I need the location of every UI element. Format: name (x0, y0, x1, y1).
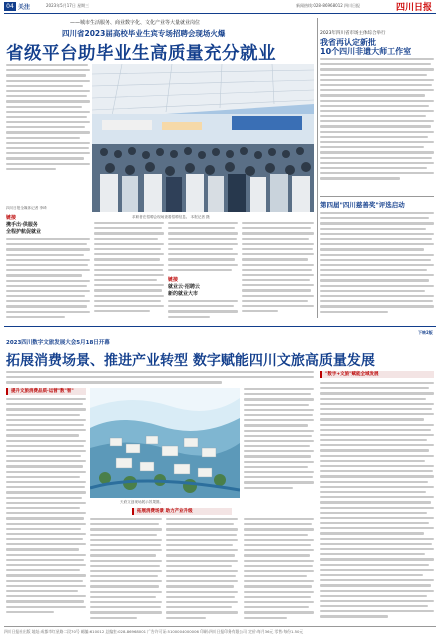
story2-col1-text (6, 398, 86, 616)
side2-text (320, 212, 434, 316)
story2-right-text (320, 382, 434, 621)
story1-sub1-title: 携手出·供服务 (6, 222, 38, 228)
story2-lead-text (6, 371, 314, 387)
story2-bar3: 拓展消费场景 助力产业升级 (132, 508, 232, 515)
story1-col4-text (242, 222, 314, 315)
story1-headline: 省级平台助毕业生高质量充分就业 (6, 44, 276, 64)
story1-sub1-label: 链接 (6, 215, 17, 221)
masthead-divider (4, 13, 436, 14)
cultural-park-illustration (90, 388, 240, 498)
cultural-park-caption: 天府文创现场展示效果图。 (120, 500, 164, 504)
story1-kicker-text: ——城市生活服务、商业数字化、文化产业等大量就业岗位 (70, 20, 201, 26)
cultural-park-photo (90, 388, 240, 498)
story2-kicker: 2023四川数字文旅发展大会5月18日开幕 (6, 340, 110, 346)
story2-headline: 拓展消费场景、推进产业转型 数字赋能四川文旅高质量发展 (6, 353, 375, 369)
story1-subheadline: 四川省2023届高校毕业生宾专场招聘会现场火爆 (62, 29, 226, 38)
contact-line: 新闻热线:028-86968012 四川日报 (296, 3, 361, 8)
side2-title: 第四届"四川慈善奖"评选启动 (320, 201, 405, 209)
side1-text (320, 58, 434, 183)
story1-col3b-text (168, 300, 238, 321)
story1-sub1-subtitle: 全程护航促就业 (6, 229, 42, 235)
page-number: 04 (4, 2, 16, 11)
story1-kicker (70, 19, 200, 26)
side1-title-line1: 我省再认定新批 (320, 38, 376, 47)
newspaper-logo: 四川日报 (396, 3, 433, 13)
story1-col2-text (94, 222, 164, 315)
side-separator (320, 196, 434, 197)
continued-link[interactable]: 下转2版 (418, 330, 433, 335)
story1-col3-text (168, 222, 238, 274)
page-footer: 四川日报社出版 地址:成都市红星路二段70号 邮编:610012 总编室:028-86968001 广告许可证:5100004000006 印刷:四川日报印务有限公司 定价:每月36元 零售:每份1.50元 (4, 626, 436, 635)
story1-sub2-label: 链接 (168, 277, 179, 283)
story-divider (4, 326, 436, 327)
story2-col2b-text (90, 518, 162, 622)
story2-col3-text (244, 388, 314, 492)
job-fair-photo-caption: 求职者在招聘会现场查看招聘信息。 本报记者 摄 (132, 215, 210, 219)
story2-col4b-text (244, 518, 314, 622)
story1-col1-text (6, 238, 90, 321)
intro-caption: 四川日报全媒体记者 李琦 (6, 206, 47, 210)
text-lines (6, 64, 90, 170)
story1-intro-text (6, 64, 90, 204)
side1-kicker: 2023年四川省市场主体综合举行 (320, 31, 386, 36)
issue-date: 2023年5月17日 星期三 (46, 3, 90, 8)
story2-bar2: "数字+文旅"赋能全域发展 (320, 371, 434, 378)
masthead (0, 0, 440, 13)
side1-title-line2: 10个四川非遗大师工作室 (320, 47, 412, 56)
sidebar-divider (317, 18, 318, 318)
story1-sub2-title: 就业云·招聘云 (168, 284, 200, 290)
section-name: 关注 (18, 4, 31, 11)
job-fair-photo (92, 64, 314, 212)
story2-col3b-text (166, 518, 238, 622)
job-fair-illustration (92, 64, 314, 212)
story2-bar1: 提升文旅消费品质·运营"数"智" (6, 388, 86, 395)
story1-sub2-subtitle: 新的就业大市 (168, 291, 199, 297)
